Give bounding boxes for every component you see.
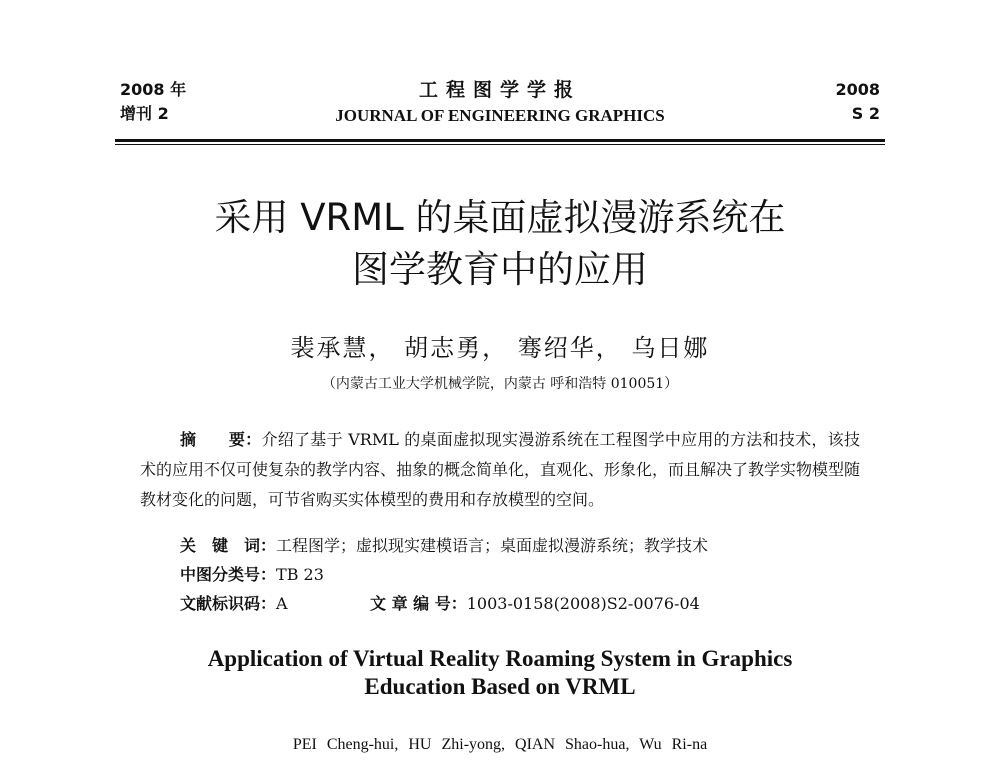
article-number-value: 1003-0158(2008)S2-0076-04 <box>466 594 700 613</box>
header-issue-right: S 2 <box>851 104 880 123</box>
header-rule-thin <box>115 144 885 145</box>
keywords-label: 关 键 词： <box>180 536 277 555</box>
header-center <box>120 78 880 130</box>
document-code-row <box>180 592 860 616</box>
document-code-label: 文献标识码： <box>180 594 277 613</box>
abstract-text: 介绍了基于 VRML 的桌面虚拟现实漫游系统在工程图学中应用的方法和技术，该技术的应用不仅可使复杂的教学内容、抽象的概念简单化，直观化、形象化，而且解决了教学实物模型随教材变化的问题，可节省购买实体模型的费用和存放模型的空间。 <box>140 430 861 509</box>
journal-header <box>120 78 880 134</box>
header-year-left: 2008 年 <box>120 80 187 99</box>
abstract-cn <box>140 425 860 515</box>
journal-name-cn: 工程图学学报 <box>418 79 581 101</box>
title-line-2: 图学教育中的应用 <box>352 248 648 291</box>
classification-value: TB 23 <box>276 565 324 584</box>
classification-label: 中图分类号： <box>180 565 277 584</box>
journal-name-en: JOURNAL OF ENGINEERING GRAPHICS <box>335 106 665 125</box>
classification-code <box>180 563 860 587</box>
title-line-1: 采用 VRML 的桌面虚拟漫游系统在 <box>214 196 786 239</box>
document-code-value: A <box>276 594 288 613</box>
header-issue-left: 增刊 2 <box>120 104 169 123</box>
affiliation-cn: （内蒙古工业大学机械学院，内蒙古 呼和浩特 010051） <box>321 376 679 392</box>
keywords <box>180 534 860 558</box>
paper-title-cn <box>100 192 900 296</box>
authors-cn: 裴承慧， 胡志勇， 骞绍华， 乌日娜 <box>290 334 710 362</box>
en-title-line-2: Education Based on VRML <box>364 674 636 699</box>
keywords-text: 工程图学；虚拟现实建模语言；桌面虚拟漫游系统；教学技术 <box>276 536 709 555</box>
header-rule-thick <box>115 139 885 142</box>
abstract-label: 摘 要： <box>180 430 262 449</box>
header-right <box>835 78 880 126</box>
en-title-line-1: Application of Virtual Reality Roaming System in Graphics <box>207 646 793 671</box>
header-year-right: 2008 <box>835 80 880 99</box>
authors-en: PEI Cheng-hui, HU Zhi-yong, QIAN Shao-hua, Wu Ri-na <box>292 736 708 753</box>
article-number <box>370 592 700 616</box>
paper-title-en <box>100 645 900 701</box>
article-number-label: 文 章 编 号： <box>370 594 467 613</box>
